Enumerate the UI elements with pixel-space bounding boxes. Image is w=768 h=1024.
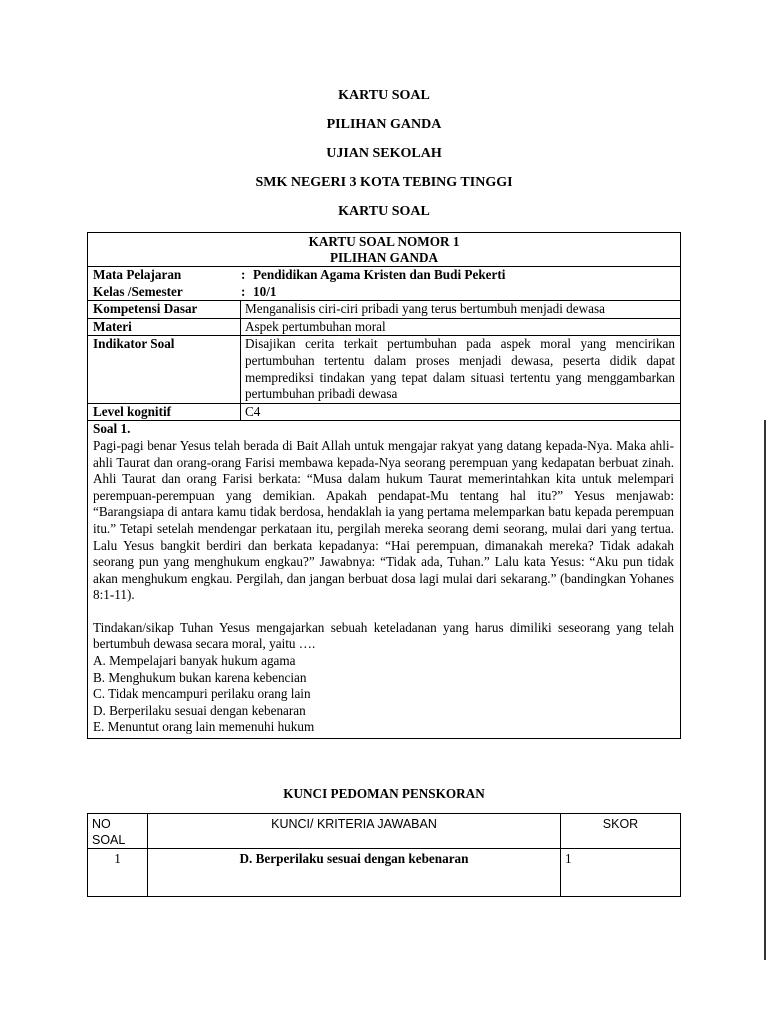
paragraph-gap [93,604,674,620]
level-value: C4 [245,403,261,419]
kompetensi-label: Kompetensi Dasar [88,301,241,318]
indikator-row [88,336,680,403]
card-title: KARTU SOAL NOMOR 1 [308,234,460,249]
materi-value: Aspek pertumbuhan moral [245,318,386,334]
kompetensi-row [88,301,680,319]
answer-option-c: C. Tidak mencampuri perilaku orang lain [93,686,311,702]
heading-kartu-soal: KARTU SOAL [338,88,430,103]
header-no-soal: NO SOAL [88,814,148,848]
subject-colon: : [241,267,246,282]
answer-option-b: B. Menghukum bukan karena kebencian [93,669,307,685]
page-edge-line [764,420,766,960]
class-colon: : [241,283,246,299]
answer-option-e: E. Menuntut orang lain memenuhi hukum [93,719,315,735]
row-kunci: D. Berperilaku sesuai dengan kebenaran [148,849,561,897]
class-label: Kelas /Semester [93,283,183,299]
heading-school-name: SMK NEGERI 3 KOTA TEBING TINGGI [255,175,513,190]
question-story: Pagi-pagi benar Yesus telah berada di Bait Allah untuk mengajar rakyat yang datang kepada-Nya. Maka ahli-ahli Taurat dan orang-orang Farisi membawa kepada-Nya seorang perempuan yang kedapatan berbuat zinah. Ahli Taurat dan orang Farisi berkata: “Musa dalam hukum Taurat memerintahkan kita untuk melempari perempuan-perempuan yang demikian. Apakah pendapat-Mu tentang hal itu?” Yesus menjawab: “Barangsiapa di antara kamu tidak berdosa, hendaklah ia yang pertama melemparkan batu kepada perempuan itu.” Tetapi setelah mendengar perkataan itu, pergilah mereka seorang demi seorang, mulai dari yang tertua. Lalu Yesus bangkit berdiri dan berkata kepadanya: “Hai perempuan, dimanakah mereka? Tidak adakah seorang pun yang menghukum engkau?” Jawabnya: “Tidak ada, Tuhan.” Lalu kata Yesus: “Aku pun tidak akan menghukum engkau. Pergilah, dan jangan berbuat dosa lagi mulai dari sekarang.” (bandingkan Yohanes 8:1-11). [93,437,674,603]
heading-pilihan-ganda: PILIHAN GANDA [326,117,442,132]
question-prompt: Tindakan/sikap Tuhan Yesus mengajarkan sebuah keteladanan yang harus dimiliki seseorang yang telah bertumbuh dewasa secara moral, yaitu …. [93,619,674,652]
question-title: Soal 1. [93,421,131,437]
indikator-label: Indikator Soal [88,336,241,402]
kompetensi-value: Menganalisis ciri-ciri pribadi yang terus bertumbuh menjadi dewasa [245,301,605,317]
answer-option-d: D. Berperilaku sesuai dengan kebenaran [93,702,306,718]
subject-row [88,267,680,284]
answer-option-a: A. Mempelajari banyak hukum agama [93,653,296,669]
heading-kartu-soal-2: KARTU SOAL [338,204,430,219]
class-row [88,284,680,302]
question-body [88,421,680,738]
materi-label: Materi [88,319,241,336]
class-value: 10/1 [253,283,277,299]
answer-key-title: KUNCI PEDOMAN PENSKORAN [283,786,485,801]
question-card [87,232,681,739]
subject-label: Mata Pelajaran [93,267,182,282]
answer-key-table [87,813,681,897]
row-no: 1 [88,849,148,897]
answer-key-row [88,849,680,897]
indikator-value: Disajikan cerita terkait pertumbuhan pada aspek moral yang mencirikan pertumbuhan tertentu dalam proses menjadi dewasa, peserta didik dapat memprediksi tindakan yang tepat dalam situasi tertentu yang menggambarkan pertumbuhan pribadi dewasa [245,336,675,402]
materi-row [88,319,680,337]
answer-key-header-row [88,814,680,849]
subject-value-wrap [241,267,505,284]
level-label: Level kognitif [88,404,241,421]
card-subtitle: PILIHAN GANDA [329,250,439,265]
level-row [88,404,680,422]
heading-ujian-sekolah: UJIAN SEKOLAH [326,146,442,161]
subject-value: Pendidikan Agama Kristen dan Budi Pekerti [253,267,506,282]
row-skor: 1 [565,851,572,866]
card-header [88,233,680,267]
header-kunci: KUNCI/ KRITERIA JAWABAN [148,814,561,848]
header-skor: SKOR [602,817,639,831]
class-value-wrap [241,284,276,301]
